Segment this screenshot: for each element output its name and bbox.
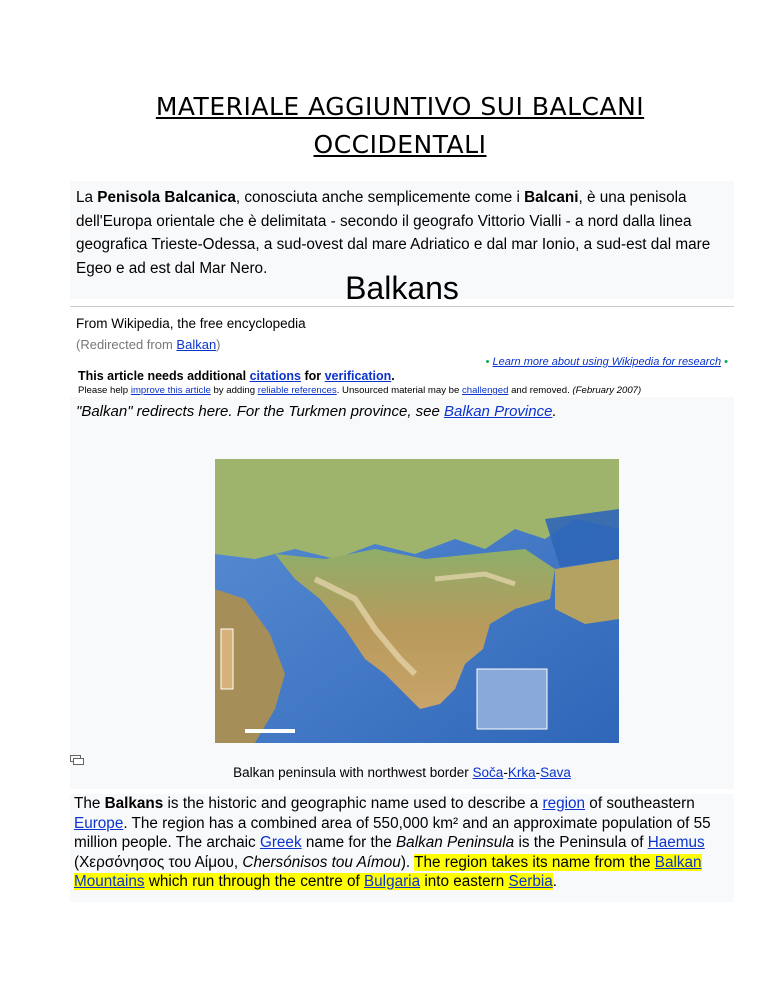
help-text: and removed.	[508, 385, 573, 396]
region-link[interactable]: region	[542, 795, 586, 812]
sava-link[interactable]: Sava	[540, 765, 571, 780]
balkan-mountains-link[interactable]: Balkan Mountains	[74, 853, 702, 890]
inset-map	[477, 669, 547, 729]
redirect-link-balkan[interactable]: Balkan	[176, 337, 217, 352]
bulgaria-link[interactable]: Bulgaria	[363, 873, 421, 890]
notice-text: This article needs additional	[78, 369, 250, 383]
intro-text: La	[76, 189, 98, 206]
body-paragraph	[70, 794, 734, 902]
map-svg	[215, 459, 619, 743]
balkan-province-link[interactable]: Balkan Province	[444, 403, 553, 420]
body-text: of southeastern	[585, 795, 695, 812]
bullet-icon: •	[724, 356, 728, 368]
greek-link[interactable]: Greek	[259, 834, 302, 851]
redir-text: (Redirected from	[76, 337, 177, 352]
map-caption	[70, 765, 734, 780]
caption-separator: -	[503, 765, 508, 780]
redir-text: )	[216, 337, 221, 352]
research-note	[486, 356, 728, 368]
document-title	[70, 88, 730, 164]
from-wikipedia: From Wikipedia, the free encyclopedia	[76, 316, 306, 331]
citations-link[interactable]: citations	[249, 369, 301, 383]
caption-separator: -	[535, 765, 541, 780]
elevation-legend	[221, 629, 233, 689]
body-text: The region takes its name from the	[414, 853, 655, 871]
caption-text: Balkan peninsula with northwest border	[233, 765, 473, 780]
body-text: which run through the centre of	[144, 873, 364, 890]
body-italic: Chersónisos tou Aímou	[242, 853, 401, 871]
body-text: ).	[400, 853, 415, 871]
notice-text: .	[391, 369, 395, 383]
redirected-note	[76, 337, 221, 352]
help-text: Please help	[78, 385, 131, 396]
intro-bold-penisola: Penisola Balcanica	[97, 189, 236, 206]
body-text: name for the	[301, 834, 396, 851]
body-text: into eastern	[420, 873, 509, 890]
intro-bold-balcani: Balcani	[524, 189, 579, 206]
intro-text: , conosciuta anche semplicemente come i	[235, 189, 525, 206]
title-line-1: MATERIALE AGGIUNTIVO SUI BALCANI	[155, 92, 645, 121]
hatnote-text: "Balkan" redirects here. For the Turkmen province, see	[76, 403, 445, 420]
body-text: The	[74, 795, 105, 812]
haemus-link[interactable]: Haemus	[647, 834, 705, 851]
body-text: . The region has a combined area of 550,000 km² and an approximate population of 55 million people. The archaic	[74, 814, 711, 851]
heading-divider	[70, 306, 734, 307]
scale-bar	[245, 729, 295, 733]
intro-text: , è una penisola dell'Europa orientale che è delimitata - secondo il geografo Vittorio Vialli - a nord dalla linea geografica Trieste-Odessa, a sud-ovest dal mare Adriatico e dal mar Ionio, a sud-est dal mare Egeo e ad est dal Mar Nero.	[76, 189, 711, 277]
europe-link[interactable]: Europe	[74, 814, 124, 832]
map-figure	[70, 459, 734, 789]
body-text: is the historic and geographic name used to describe a	[163, 795, 543, 812]
body-text: (Χερσόνησος του Αίμου,	[74, 853, 243, 871]
body-text: is the Peninsula of	[514, 834, 648, 851]
notice-text: for	[300, 369, 325, 383]
reliable-references-link[interactable]: reliable references	[257, 385, 337, 396]
verification-link[interactable]: verification	[324, 369, 392, 383]
hatnote-text: .	[552, 403, 557, 420]
citation-help	[78, 385, 641, 396]
improve-article-link[interactable]: improve this article	[130, 385, 211, 396]
citation-notice	[78, 369, 395, 383]
hatnote	[70, 397, 734, 459]
bullet-icon: •	[485, 356, 490, 368]
enlarge-icon[interactable]	[70, 755, 84, 765]
body-text: .	[552, 873, 557, 890]
article-heading: Balkans	[345, 270, 459, 306]
body-italic: Balkan Peninsula	[395, 834, 515, 851]
title-line-2: OCCIDENTALI	[313, 130, 487, 159]
help-text: by adding	[210, 385, 258, 396]
krka-link[interactable]: Krka	[507, 765, 536, 780]
soca-link[interactable]: Soča	[472, 765, 504, 780]
challenged-link[interactable]: challenged	[462, 385, 509, 396]
body-bold-balkans: Balkans	[104, 795, 164, 812]
research-link[interactable]: Learn more about using Wikipedia for research	[492, 356, 722, 368]
serbia-link[interactable]: Serbia	[508, 873, 553, 890]
notice-date: (February 2007)	[572, 385, 642, 396]
balkan-relief-map[interactable]	[215, 459, 619, 743]
help-text: . Unsourced material may be	[336, 385, 462, 396]
